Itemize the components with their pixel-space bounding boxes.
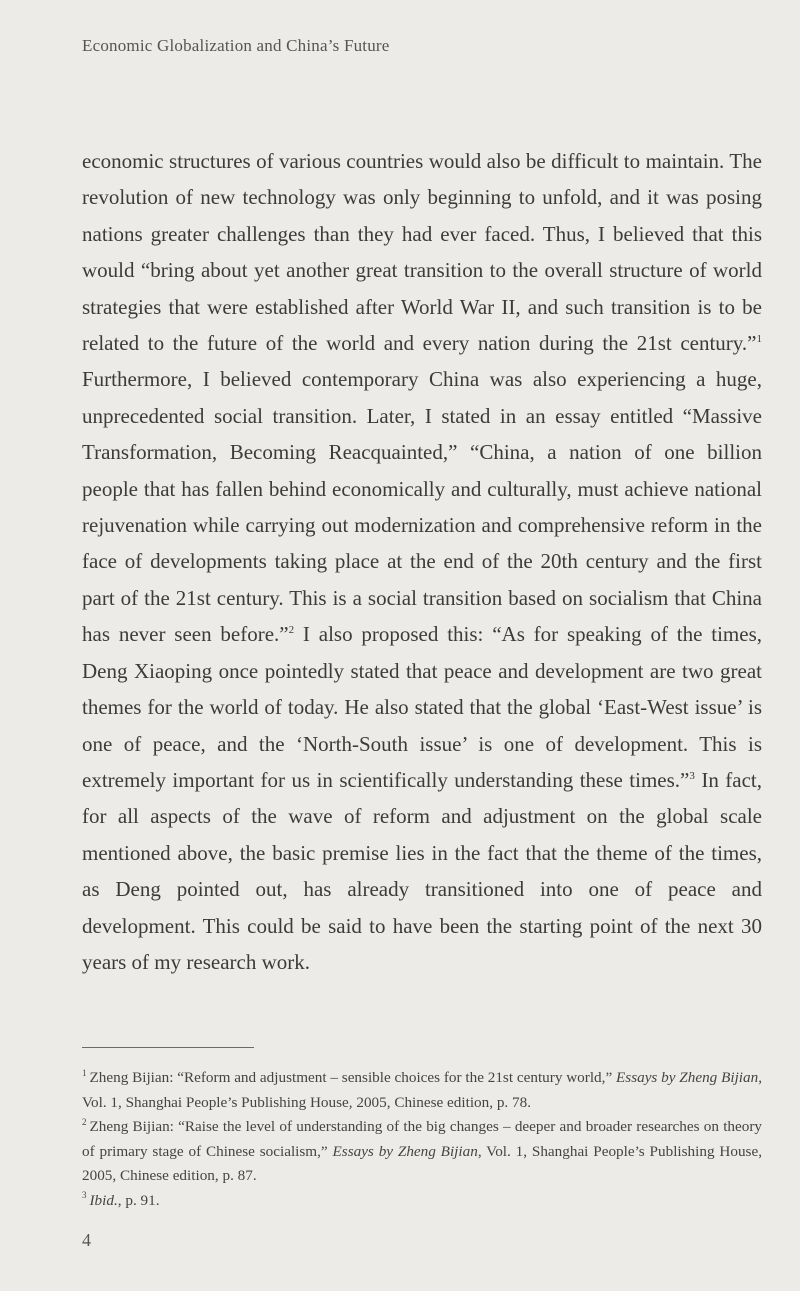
footnote-ref-1[interactable]: 1 bbox=[756, 333, 762, 346]
footnote-text: Zheng Bijian: “Raise the level of understanding of the big changes – deeper and broader researches on theory of primary stage of Chinese socialism,” bbox=[82, 1118, 762, 1160]
footnote-divider bbox=[82, 1047, 254, 1048]
footnote-text: Zheng Bijian: “Reform and adjustment – sensible choices for the 21st century world,” bbox=[89, 1069, 616, 1086]
footnote-2 bbox=[82, 1115, 762, 1189]
footnotes-section bbox=[82, 1066, 762, 1213]
footnote-number: 2 bbox=[82, 1116, 87, 1127]
body-text-part-1: economic structures of various countries would also be difficult to maintain. The revolution of new technology was only beginning to unfold, and it was posing nations greater challenges than they had ever faced. Thus, I believed that this would “bring about yet another great transition to the overall structure of world strategies that were established after World War II, and such transition is to be related to the future of the world and every nation during the 21st century.” bbox=[82, 149, 762, 356]
footnote-number: 3 bbox=[82, 1190, 87, 1201]
page-number: 4 bbox=[82, 1230, 91, 1250]
footnote-text: , Vol. 1, Shanghai People’s Publishing House, 2005, Chinese edition, p. 78. bbox=[82, 1069, 762, 1111]
footnote-ref-3[interactable]: 3 bbox=[689, 769, 695, 782]
running-header: Economic Globalization and China’s Future bbox=[82, 36, 390, 55]
body-paragraph bbox=[82, 143, 762, 980]
body-text-part-3: I also proposed this: “As for speaking of the times, Deng Xiaoping once pointedly stated that peace and development are two great themes for the world of today. He also stated that the global ‘East-West issue’ is one of peace, and the ‘North-South issue’ is one of development. This is extremely important for us in scientifically understanding these times.” bbox=[82, 622, 763, 792]
footnote-title: Essays by Zheng Bijian bbox=[616, 1069, 759, 1086]
body-text-part-4: In fact, for all aspects of the wave of reform and adjustment on the global scale mentioned above, the basic premise lies in the fact that the theme of the times, as Deng pointed out, has already transitioned into one of peace and development. This could be said to have been the starting point of the next 30 years of my research work. bbox=[82, 767, 762, 974]
body-text-part-2: Furthermore, I believed contemporary China was also experiencing a huge, unprecedented social transition. Later, I stated in an essay entitled “Massive Transformation, Becoming Reacquainted,” “China, a nation of one billion people that has fallen behind economically and culturally, must achieve national rejuvenation while carrying out modernization and comprehensive reform in the face of developments taking place at the end of the 20th century and the first part of the 21st century. This is a social transition based on socialism that China has never seen before.” bbox=[82, 367, 762, 647]
footnote-number: 1 bbox=[82, 1067, 87, 1078]
footnote-text: , Vol. 1, Shanghai People’s Publishing House, 2005, Chinese edition, p. 87. bbox=[82, 1142, 762, 1184]
footnote-title: Essays by Zheng Bijian bbox=[332, 1142, 478, 1160]
footnote-3 bbox=[82, 1189, 762, 1214]
footnote-title: Ibid. bbox=[89, 1191, 118, 1209]
footnote-ref-2[interactable]: 2 bbox=[288, 624, 295, 637]
footnote-1 bbox=[82, 1066, 762, 1115]
footnote-text: , p. 91. bbox=[117, 1191, 160, 1209]
